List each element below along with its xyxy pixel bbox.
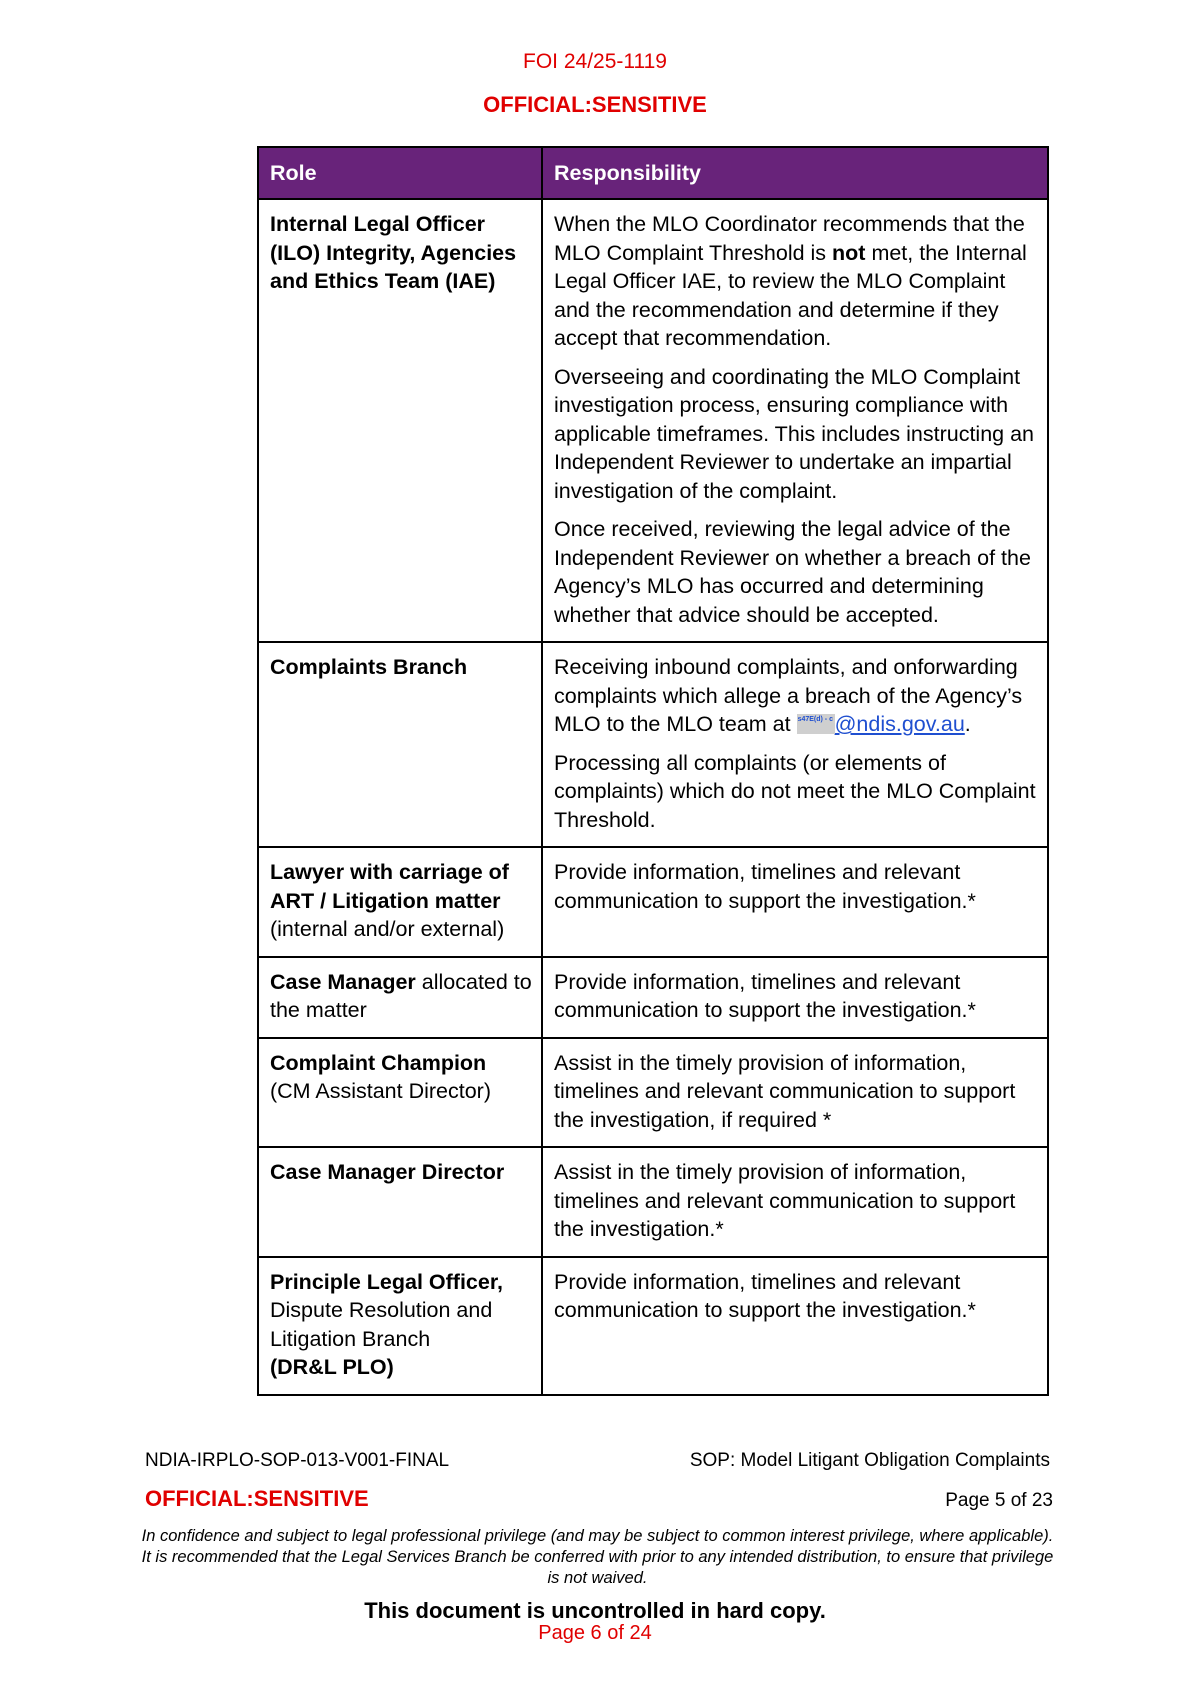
role-abbreviation: (DR&L PLO) — [270, 1355, 394, 1379]
table-header-row — [258, 147, 1048, 199]
role-name: Complaints Branch — [270, 655, 468, 679]
role-name: Internal Legal Officer (ILO) Integrity, Agencies and Ethics Team (IAE) — [270, 212, 517, 293]
responsibility-cell — [542, 199, 1048, 642]
table-row — [258, 642, 1048, 847]
responsibility-text: met, the Internal Legal Officer IAE, to review the MLO Complaint and the recommendation and determine if they accept that recommendation. — [554, 240, 1027, 350]
responsibility-text: Receiving inbound complaints, and onforwarding complaints which allege a breach of the Agency’s MLO to the MLO team at — [554, 655, 1023, 736]
responsibility-paragraph: Provide information, timelines and relevant communication to support the investigation.* — [554, 969, 976, 1022]
role-cell — [258, 1038, 542, 1148]
responsibility-text: When the MLO Coordinator recommends that the MLO Complaint Threshold is — [554, 212, 1025, 265]
column-header-responsibility: Responsibility — [542, 147, 1048, 199]
responsibility-text: . — [964, 712, 971, 736]
responsibility-cell — [542, 1038, 1048, 1148]
footer-document-title: SOP: Model Litigant Obligation Complaints — [689, 1450, 1050, 1471]
responsibility-paragraph: Assist in the timely provision of information, timelines and relevant communication to support the investigation, if required * — [554, 1050, 1016, 1132]
roles-table — [257, 146, 1049, 1396]
role-name: Lawyer with carriage of ART / Litigation matter — [270, 860, 509, 913]
responsibility-paragraph: Assist in the timely provision of information, timelines and relevant communication to support the investigation.* — [554, 1160, 1016, 1241]
responsibility-paragraph — [554, 653, 1038, 739]
release-page-number: Page 6 of 24 — [538, 1622, 652, 1644]
responsibility-paragraph: Provide information, timelines and relevant communication to support the investigation.* — [554, 1269, 976, 1322]
responsibility-paragraph: Overseeing and coordinating the MLO Complaint investigation process, ensuring compliance with applicable timeframes. This includes instructing an Independent Reviewer to undertake an impartial investigation of the complaint. — [554, 364, 1035, 503]
role-qualifier: allocated to the matter — [270, 969, 532, 1022]
uncontrolled-copy-notice: This document is uncontrolled in hard copy. — [364, 1598, 826, 1623]
email-link[interactable]: @ndis.gov.au — [834, 712, 965, 736]
responsibility-cell — [542, 642, 1048, 847]
role-qualifier: (CM Assistant Director) — [270, 1079, 492, 1103]
table-row — [258, 847, 1048, 957]
role-name: Principle Legal Officer, — [270, 1269, 503, 1294]
column-header-role: Role — [258, 147, 542, 199]
privilege-notice: In confidence and subject to legal professional privilege (and may be subject to common interest privilege, where applicable). It is recommended that the Legal Services Branch be conferred with prior to any intended distribution, to ensure that privilege is not waived. — [141, 1527, 1054, 1587]
responsibility-paragraph — [554, 210, 1038, 353]
footer-document-id: NDIA-IRPLO-SOP-013-V001-FINAL — [145, 1450, 450, 1471]
role-name: Case Manager — [270, 969, 416, 994]
role-cell — [258, 957, 542, 1038]
responsibility-paragraph: Provide information, timelines and relevant communication to support the investigation.* — [554, 860, 976, 913]
role-cell — [258, 1147, 542, 1257]
table-row — [258, 1147, 1048, 1257]
classification-marking-footer: OFFICIAL:SENSITIVE — [145, 1486, 369, 1511]
emphasis-text: not — [832, 240, 866, 265]
redaction-label: s47E(d) - c — [797, 716, 833, 723]
responsibility-cell — [542, 847, 1048, 957]
table-row — [258, 957, 1048, 1038]
role-cell — [258, 1257, 542, 1395]
role-qualifier: Dispute Resolution and Litigation Branch — [270, 1298, 493, 1351]
role-cell — [258, 847, 542, 957]
role-cell — [258, 199, 542, 642]
responsibility-paragraph: Processing all complaints (or elements of complaints) which do not meet the MLO Complaint Threshold. — [554, 750, 1036, 832]
table-row — [258, 199, 1048, 642]
responsibility-cell — [542, 957, 1048, 1038]
responsibility-paragraph: Once received, reviewing the legal advice of the Independent Reviewer on whether a breach of the Agency’s MLO has occurred and determining whether that advice should be accepted. — [554, 517, 1031, 627]
role-cell — [258, 642, 542, 847]
role-qualifier: (internal and/or external) — [270, 917, 505, 941]
table-row — [258, 1257, 1048, 1395]
role-name: Case Manager Director — [270, 1160, 505, 1184]
table-row — [258, 1038, 1048, 1148]
footer-page-number: Page 5 of 23 — [945, 1490, 1053, 1511]
responsibility-cell — [542, 1257, 1048, 1395]
responsibility-cell — [542, 1147, 1048, 1257]
foi-reference: FOI 24/25-1119 — [523, 50, 667, 73]
classification-marking-top: OFFICIAL:SENSITIVE — [483, 92, 707, 117]
redaction-box — [797, 714, 835, 734]
role-name: Complaint Champion — [270, 1050, 487, 1075]
